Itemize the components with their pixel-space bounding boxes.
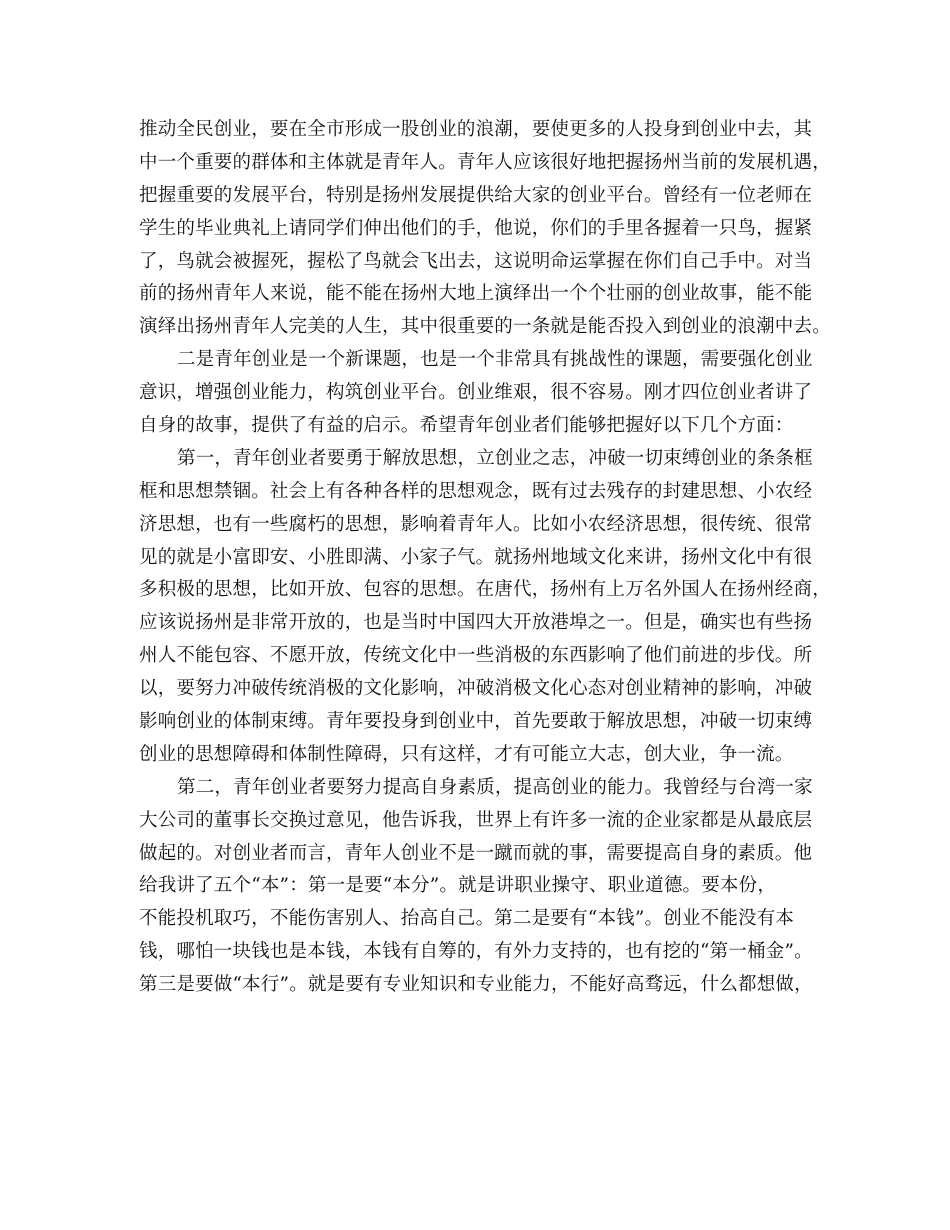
text-line: 第三是要做“本行”。就是要有专业知识和专业能力，不能好高骛远，什么都想做，	[139, 974, 813, 996]
text-line: 中一个重要的群体和主体就是青年人。青年人应该很好地把握扬州当前的发展机遇，	[139, 151, 831, 173]
text-line: 以，要努力冲破传统消极的文化影响，冲破消极文化心态对创业精神的影响，冲破	[139, 678, 813, 700]
text-line: 前的扬州青年人来说，能不能在扬州大地上演绎出一个个壮丽的创业故事，能不能	[139, 283, 813, 305]
text-line: 多积极的思想，比如开放、包容的思想。在唐代，扬州有上万名外国人在扬州经商，	[139, 579, 831, 601]
text-line: 框和思想禁锢。社会上有各种各样的思想观念，既有过去残存的封建思想、小农经	[139, 480, 813, 502]
text-line: 应该说扬州是非常开放的，也是当时中国四大开放港埠之一。但是，确实也有些扬	[139, 612, 813, 634]
text-line: 演绎出扬州青年人完美的人生，其中很重要的一条就是能否投入到创业的浪潮中去。	[139, 316, 831, 338]
text-line: 了，鸟就会被握死，握松了鸟就会飞出去，这说明命运掌握在你们自己手中。对当	[139, 250, 813, 272]
text-line: 学生的毕业典礼上请同学们伸出他们的手，他说，你们的手里各握着一只鸟，握紧	[139, 217, 813, 239]
text-line: 做起的。对创业者而言，青年人创业不是一蹴而就的事，需要提高自身的素质。他	[139, 842, 813, 864]
text-line: 二是青年创业是一个新课题，也是一个非常具有挑战性的课题，需要强化创业	[177, 349, 813, 371]
text-line: 见的就是小富即安、小胜即满、小家子气。就扬州地域文化来讲，扬州文化中有很	[139, 546, 813, 568]
text-line: 大公司的董事长交换过意见，他告诉我，世界上有许多一流的企业家都是从最底层	[139, 809, 813, 831]
text-line: 把握重要的发展平台，特别是扬州发展提供给大家的创业平台。曾经有一位老师在	[139, 184, 813, 206]
text-line: 自身的故事，提供了有益的启示。希望青年创业者们能够把握好以下几个方面：	[139, 415, 794, 437]
text-line: 推动全民创业，要在全市形成一股创业的浪潮，要使更多的人投身到创业中去，其	[139, 119, 813, 140]
text-line: 州人不能包容、不愿开放，传统文化中一些消极的东西影响了他们前进的步伐。所	[139, 645, 813, 667]
text-line: 济思想，也有一些腐朽的思想，影响着青年人。比如小农经济思想，很传统、很常	[139, 513, 813, 535]
text-line: 创业的思想障碍和体制性障碍，只有这样，才有可能立大志，创大业，争一流。	[139, 743, 794, 765]
text-line: 不能投机取巧，不能伤害别人、抬高自己。第二是要有“本钱”。创业不能没有本	[139, 908, 795, 930]
text-line: 第二，青年创业者要努力提高自身素质，提高创业的能力。我曾经与台湾一家	[177, 776, 813, 798]
text-line: 意识，增强创业能力，构筑创业平台。创业维艰，很不容易。刚才四位创业者讲了	[139, 382, 813, 404]
text-line: 钱，哪怕一块钱也是本钱，本钱有自筹的，有外力支持的，也有挖的“第一桶金”。	[139, 941, 813, 963]
text-line: 第一，青年创业者要勇于解放思想，立创业之志，冲破一切束缚创业的条条框	[177, 447, 813, 469]
text-line: 影响创业的体制束缚。青年要投身到创业中，首先要敢于解放思想，冲破一切束缚	[139, 711, 813, 733]
text-line: 给我讲了五个“本”：第一是要“本分”。就是讲职业操守、职业道德。要本份，	[139, 875, 777, 897]
body-text	[139, 114, 829, 1002]
